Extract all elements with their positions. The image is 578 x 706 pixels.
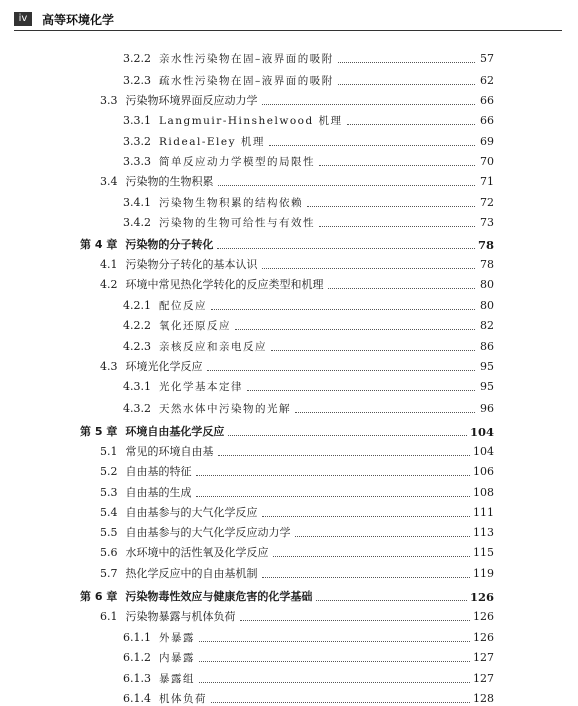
toc-entry-title: 光化学基本定律: [159, 381, 243, 393]
toc-entry-title: 污染物暴露与机体负荷: [125, 610, 236, 623]
toc-entry-title: 自由基参与的大气化学反应动力学: [125, 526, 291, 539]
dot-leader: [217, 247, 475, 249]
dot-leader: [347, 123, 475, 125]
dot-leader: [211, 701, 470, 703]
toc-entry-number: 4.2.2: [123, 319, 151, 332]
toc-page-number: 82: [480, 319, 494, 332]
toc-entry-title: 暴露组: [159, 673, 195, 685]
toc-page-number: 72: [480, 196, 494, 209]
toc-entry-title: 污染物生物积累的结构依赖: [159, 197, 303, 209]
toc-entry-number: 3.4.1: [123, 196, 151, 209]
toc-page-number: 104: [473, 445, 494, 458]
toc-entry-title: 污染物的生物积累: [125, 175, 214, 188]
toc-section-row[interactable]: [100, 604, 494, 624]
dot-leader: [338, 83, 475, 85]
toc-entry-title: 外暴露: [159, 632, 195, 644]
toc-page-number: 113: [473, 526, 494, 539]
toc-section-row[interactable]: [100, 88, 494, 108]
toc-section-row[interactable]: [123, 108, 494, 128]
page-header: [14, 8, 562, 31]
toc-entry-number: 6.1: [100, 610, 118, 623]
dot-leader: [316, 599, 467, 601]
dot-leader: [262, 103, 476, 105]
toc-entry-title: 亲水性污染物在固–液界面的吸附: [159, 53, 334, 65]
toc-page-number: 71: [480, 175, 494, 188]
toc-section-row[interactable]: [123, 190, 494, 210]
toc-page-number: 66: [480, 114, 494, 127]
toc-section-row[interactable]: [100, 561, 494, 581]
toc-entry-number: 5.3: [100, 486, 118, 499]
toc-page-number: 96: [480, 402, 494, 415]
toc-section-row[interactable]: [123, 686, 494, 706]
toc-section-row[interactable]: [123, 210, 494, 230]
toc-entry-number: 5.2: [100, 465, 118, 478]
dot-leader: [240, 619, 471, 621]
toc-section-row[interactable]: [123, 374, 494, 394]
toc-entry-number: 4.1: [100, 258, 118, 271]
toc-entry-title: 疏水性污染物在固–液界面的吸附: [159, 75, 334, 87]
toc-entry-number: 3.4.2: [123, 216, 151, 229]
toc-entry-number: 4.2.1: [123, 299, 151, 312]
toc-entry-title: 内暴露: [159, 652, 195, 664]
toc-chapter-row[interactable]: [80, 419, 494, 439]
dot-leader: [211, 308, 475, 310]
toc-entry-title: 配位反应: [159, 300, 207, 312]
toc-page-number: 78: [477, 238, 494, 252]
toc-entry-number: 5.7: [100, 567, 118, 580]
toc-entry-title: 天然水体中污染物的光解: [159, 403, 291, 415]
toc-section-row[interactable]: [123, 68, 494, 88]
dot-leader: [228, 434, 467, 436]
dot-leader: [262, 576, 471, 578]
toc-page-number: 86: [480, 340, 494, 353]
toc-entry-number: 4.3.2: [123, 402, 151, 415]
toc-entry-title: 热化学反应中的自由基机制: [125, 567, 258, 580]
toc-entry-number: 4.3.1: [123, 380, 151, 393]
toc-section-row[interactable]: [123, 149, 494, 169]
toc-entry-title: 污染物分子转化的基本认识: [125, 258, 258, 271]
page-number: iv: [14, 12, 32, 26]
toc-entry-title: 自由基的特征: [125, 465, 192, 478]
toc-entry-number: 3.4: [100, 175, 118, 188]
toc-entry-number: 第 5 章: [80, 425, 118, 438]
book-title: 高等环境化学: [42, 12, 115, 27]
toc-entry-number: 6.1.4: [123, 692, 151, 705]
toc-page-number: 108: [473, 486, 494, 499]
toc-entry-number: 6.1.1: [123, 631, 151, 644]
toc-entry-number: 4.2: [100, 278, 118, 291]
toc-entry-title: 亲核反应和亲电反应: [159, 341, 267, 353]
toc-page-number: 128: [473, 692, 494, 705]
dot-leader: [218, 184, 476, 186]
toc-page-number: 66: [480, 94, 494, 107]
toc-entry-number: 5.6: [100, 546, 118, 559]
toc-page-number: 78: [480, 258, 494, 271]
toc-page-number: 57: [480, 52, 494, 65]
toc-entry-title: 环境中常见热化学转化的反应类型和机理: [125, 278, 324, 291]
toc-entry-title: 环境自由基化学反应: [125, 425, 225, 438]
toc-entry-title: 简单反应动力学模型的局限性: [159, 156, 315, 168]
toc-section-row[interactable]: [123, 334, 494, 354]
toc-page-number: 127: [473, 672, 494, 685]
toc-section-row[interactable]: [100, 252, 494, 272]
dot-leader: [196, 495, 471, 497]
toc-entry-title: Rideal-Eley 机理: [159, 136, 265, 148]
dot-leader: [295, 411, 475, 413]
dot-leader: [262, 267, 476, 269]
toc-entry-title: 自由基的生成: [125, 486, 192, 499]
toc-entry-number: 3.2.3: [123, 74, 151, 87]
dot-leader: [319, 225, 475, 227]
toc-section-row[interactable]: [123, 625, 494, 645]
dot-leader: [295, 535, 471, 537]
toc-chapter-row[interactable]: [80, 584, 494, 604]
toc-page-number: 119: [473, 567, 494, 580]
toc-page-number: 69: [480, 135, 494, 148]
toc-page-number: 126: [469, 590, 494, 604]
dot-leader: [262, 515, 471, 517]
dot-leader: [207, 369, 476, 371]
toc-section-row[interactable]: [123, 129, 494, 149]
dot-leader: [269, 144, 475, 146]
toc-entry-title: 环境光化学反应: [125, 360, 203, 373]
toc-section-row[interactable]: [100, 354, 494, 374]
toc-page-number: 80: [480, 278, 494, 291]
toc-entry-title: 氧化还原反应: [159, 320, 231, 332]
dot-leader: [338, 61, 475, 63]
dot-leader: [196, 474, 471, 476]
toc-entry-title: 污染物的分子转化: [125, 238, 214, 251]
dot-leader: [199, 660, 470, 662]
dot-leader: [273, 555, 471, 557]
toc-section-row[interactable]: [100, 520, 494, 540]
toc-section-row[interactable]: [100, 439, 494, 459]
toc-entry-number: 3.3: [100, 94, 118, 107]
dot-leader: [307, 205, 475, 207]
toc-entry-title: 自由基参与的大气化学反应: [125, 506, 258, 519]
toc-page-number: 95: [480, 360, 494, 373]
toc-page-number: 95: [480, 380, 494, 393]
toc-section-row[interactable]: [123, 645, 494, 665]
toc-page-number: 80: [480, 299, 494, 312]
toc-section-row[interactable]: [123, 313, 494, 333]
toc-page-number: 126: [473, 631, 494, 644]
dot-leader: [328, 287, 476, 289]
toc-entry-number: 5.1: [100, 445, 118, 458]
toc-entry-number: 6.1.2: [123, 651, 151, 664]
dot-leader: [235, 328, 475, 330]
toc-section-row[interactable]: [100, 272, 494, 292]
toc-entry-title: 机体负荷: [159, 693, 207, 705]
toc-page-number: 104: [469, 425, 494, 439]
toc-entry-number: 6.1.3: [123, 672, 151, 685]
toc-chapter-row[interactable]: [80, 232, 494, 252]
toc-section-row[interactable]: [100, 480, 494, 500]
toc-section-row[interactable]: [100, 540, 494, 560]
toc-entry-number: 4.2.3: [123, 340, 151, 353]
toc-entry-title: 污染物的生物可给性与有效性: [159, 217, 315, 229]
toc-page-number: 126: [473, 610, 494, 623]
dot-leader: [319, 164, 475, 166]
toc-entry-number: 3.3.3: [123, 155, 151, 168]
toc-entry-number: 3.3.2: [123, 135, 151, 148]
toc-entry-number: 5.5: [100, 526, 118, 539]
toc-page-number: 106: [473, 465, 494, 478]
toc-entry-number: 3.3.1: [123, 114, 151, 127]
toc-entry-title: 常见的环境自由基: [125, 445, 214, 458]
toc-section-row[interactable]: [100, 459, 494, 479]
dot-leader: [271, 349, 475, 351]
toc-entry-title: 污染物毒性效应与健康危害的化学基础: [125, 590, 313, 603]
toc-section-row[interactable]: [123, 396, 494, 416]
dot-leader: [199, 681, 470, 683]
toc-section-row[interactable]: [123, 293, 494, 313]
toc-section-row[interactable]: [123, 666, 494, 686]
toc-page-number: 127: [473, 651, 494, 664]
toc-section-row[interactable]: [100, 169, 494, 189]
toc-page-number: 62: [480, 74, 494, 87]
toc-entry-title: 污染物环境界面反应动力学: [125, 94, 258, 107]
toc-page-number: 111: [473, 506, 494, 519]
toc-entry-number: 第 4 章: [80, 238, 118, 251]
toc-page-number: 115: [473, 546, 494, 559]
toc-section-row[interactable]: [123, 46, 494, 66]
dot-leader: [199, 640, 470, 642]
toc-entry-title: 水环境中的活性氧及化学反应: [125, 546, 269, 559]
toc-entry-number: 5.4: [100, 506, 118, 519]
dot-leader: [218, 454, 471, 456]
toc-section-row[interactable]: [100, 500, 494, 520]
toc-page-number: 73: [480, 216, 494, 229]
toc-entry-number: 第 6 章: [80, 590, 118, 603]
toc-entry-number: 4.3: [100, 360, 118, 373]
toc-page-number: 70: [480, 155, 494, 168]
toc-entry-number: 3.2.2: [123, 52, 151, 65]
toc-entry-title: Langmuir-Hinshelwood 机理: [159, 115, 343, 127]
dot-leader: [247, 389, 475, 391]
